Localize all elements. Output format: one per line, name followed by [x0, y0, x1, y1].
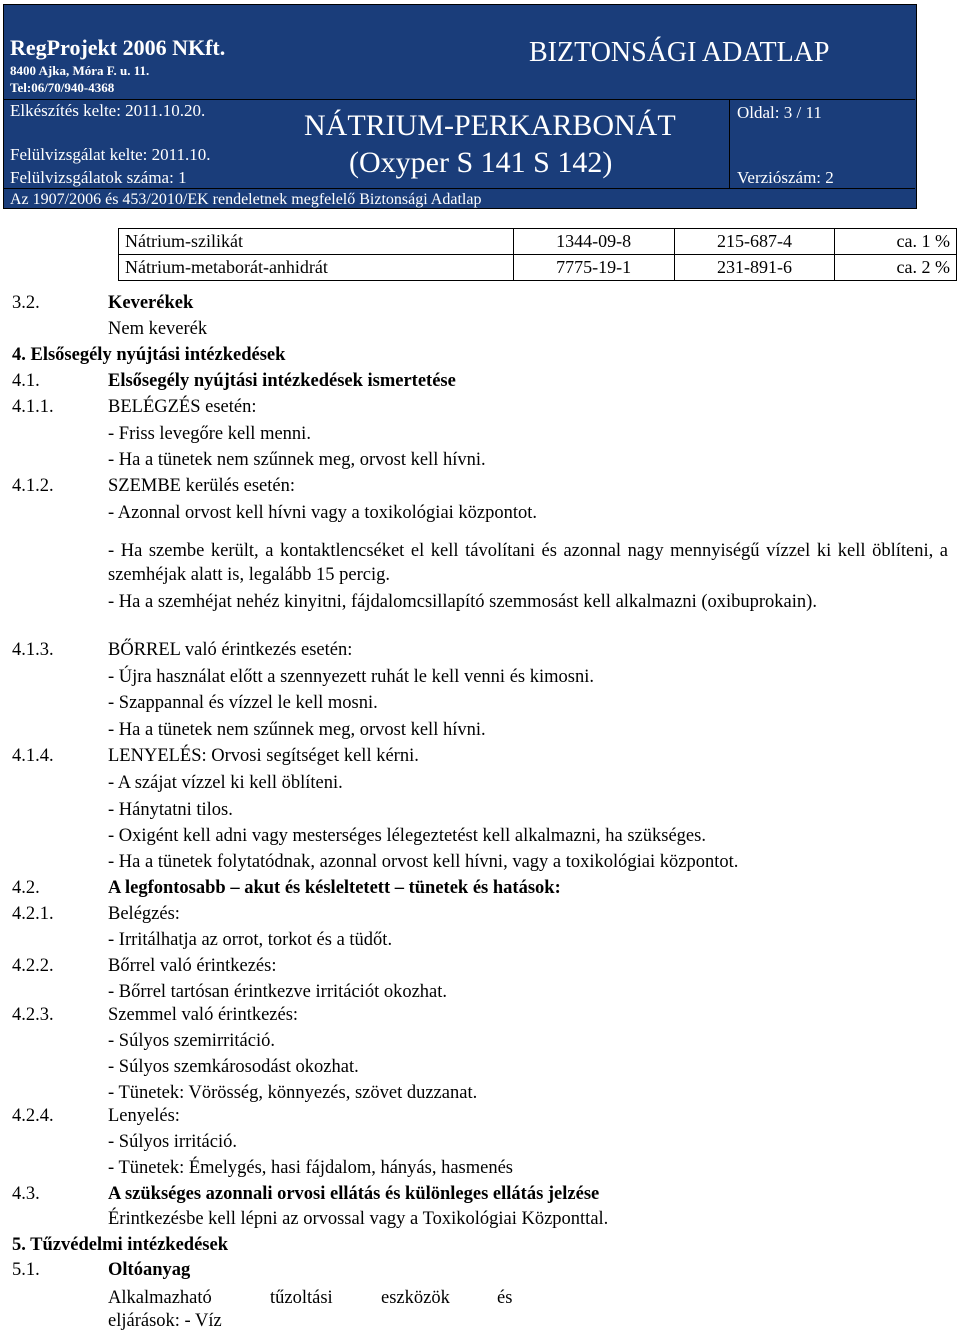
section-heading: 5. Tűzvédelmi intézkedések [12, 1235, 228, 1255]
document-header [3, 4, 917, 209]
list-item: - Azonnal orvost kell hívni vagy a toxikológiai központot. [108, 503, 538, 523]
section-number: 4.1.3. [12, 640, 54, 660]
section-number: 4.3. [12, 1184, 40, 1204]
section-title: LENYELÉS: Orvosi segítséget kell kérni. [108, 746, 419, 766]
section-number: 4.2. [12, 878, 40, 898]
section-title: Lenyelés: [108, 1106, 180, 1126]
company-address: 8400 Ajka, Móra F. u. 11. [10, 63, 150, 78]
section-title: A szükséges azonnali orvosi ellátás és különleges ellátás jelzése [108, 1184, 600, 1204]
list-item: - Hánytatni tilos. [108, 800, 233, 820]
section-number: 4.2.2. [12, 956, 54, 976]
company-phone: Tel:06/70/940-4368 [10, 80, 115, 95]
component-name: Nátrium-metaborát-anhidrát [119, 255, 514, 281]
list-item: - Ha a tünetek nem szűnnek meg, orvost kell hívni. [108, 450, 486, 470]
section-number: 4.2.1. [12, 904, 54, 924]
list-item: - Oxigént kell adni vagy mesterséges lélegeztetést kell alkalmazni, ha szükséges. [108, 826, 706, 846]
header-divider [4, 99, 915, 100]
page-number: Oldal: 3 / 11 [737, 103, 822, 122]
section-title: BELÉGZÉS esetén: [108, 397, 257, 417]
section-number: 3.2. [12, 293, 40, 313]
section-text: Nem keverék [108, 319, 208, 339]
concentration: ca. 2 % [835, 255, 957, 281]
section-number: 4.2.4. [12, 1106, 54, 1126]
section-text: eljárások: - Víz [108, 1311, 222, 1331]
list-item: - Súlyos szemirritáció. [108, 1031, 275, 1051]
section-number: 4.2.3. [12, 1005, 54, 1025]
section-number: 4.1.2. [12, 476, 54, 496]
section-title: SZEMBE kerülés esetén: [108, 476, 296, 496]
section-number: 5.1. [12, 1260, 40, 1280]
section-title: Bőrrel való érintkezés: [108, 956, 277, 976]
header-divider [729, 99, 730, 188]
section-title: Szemmel való érintkezés: [108, 1005, 299, 1025]
section-number: 4.1.1. [12, 397, 54, 417]
product-name: NÁTRIUM-PERKARBONÁT [304, 109, 676, 142]
list-item: - Irritálhatja az orrot, torkot és a tüdőt. [108, 930, 393, 950]
ec-number: 215-687-4 [674, 229, 835, 255]
company-name: RegProjekt 2006 NKft. [10, 35, 226, 60]
section-number: 4.1. [12, 371, 40, 391]
list-item: - Tünetek: Émelygés, hasi fájdalom, hányás, hasmenés [108, 1158, 514, 1178]
version-number: Verziószám: 2 [737, 168, 834, 187]
list-item: - Ha a tünetek nem szűnnek meg, orvost kell hívni. [108, 720, 486, 740]
table-row [119, 229, 957, 255]
list-item: - Bőrrel tartósan érintkezve irritációt okozhat. [108, 982, 448, 1002]
list-item: - Tünetek: Vörösség, könnyezés, szövet duzzanat. [108, 1083, 478, 1103]
cas-number: 7775-19-1 [513, 255, 674, 281]
section-text: Alkalmazható [108, 1288, 212, 1308]
concentration: ca. 1 % [835, 229, 957, 255]
list-item: - Súlyos irritáció. [108, 1132, 237, 1152]
revised-date: Felülvizsgálat kelte: 2011.10. [10, 145, 211, 164]
list-item: - Ha a tünetek folytatódnak, azonnal orvost kell hívni, vagy a toxikológiai központot. [108, 852, 739, 872]
section-title: Belégzés: [108, 904, 180, 924]
revision-count: Felülvizsgálatok száma: 1 [10, 168, 187, 187]
section-title: Keverékek [108, 293, 194, 313]
components-table [118, 228, 957, 281]
table-row [119, 255, 957, 281]
section-title: BŐRREL való érintkezés esetén: [108, 640, 353, 660]
list-paragraph: - Ha szembe került, a kontaktlencséket el kell távolítani és azonnal nagy mennyiségű vízzel ki kell öblíteni, a szemhéjak alatt is, legalább 15 percig. [108, 541, 948, 585]
document-title: BIZTONSÁGI ADATLAP [529, 37, 830, 68]
list-item: - A szájat vízzel ki kell öblíteni. [108, 773, 343, 793]
section-title: Oltóanyag [108, 1260, 191, 1280]
ec-number: 231-891-6 [674, 255, 835, 281]
list-item: - Súlyos szemkárosodást okozhat. [108, 1057, 359, 1077]
section-number: 4.1.4. [12, 746, 54, 766]
list-item: - Újra használat előtt a szennyezett ruhát le kell venni és kimosni. [108, 667, 594, 687]
product-code: (Oxyper S 141 S 142) [349, 146, 613, 179]
section-title: A legfontosabb – akut és késleltetett – tünetek és hatások: [108, 878, 561, 898]
list-item: - Friss levegőre kell menni. [108, 424, 311, 444]
cas-number: 1344-09-8 [513, 229, 674, 255]
created-date: Elkészítés kelte: 2011.10.20. [10, 101, 206, 120]
component-name: Nátrium-szilikát [119, 229, 514, 255]
section-title: Elsősegély nyújtási intézkedések ismertetése [108, 371, 456, 391]
header-divider [4, 188, 915, 189]
regulation-line: Az 1907/2006 és 453/2010/EK rendeletnek megfelelő Biztonsági Adatlap [10, 191, 482, 208]
section-text: tűzoltási [270, 1288, 333, 1308]
section-text: Érintkezésbe kell lépni az orvossal vagy a Toxikológiai Központtal. [108, 1209, 609, 1229]
list-paragraph: - Ha a szemhéjat nehéz kinyitni, fájdalomcsillapító szemmosást kell alkalmazni (oxibuprokain). [108, 592, 817, 612]
section-text: eszközök [381, 1288, 450, 1308]
list-item: - Szappannal és vízzel le kell mosni. [108, 693, 378, 713]
section-heading: 4. Elsősegély nyújtási intézkedések [12, 345, 286, 365]
section-text: és [497, 1288, 513, 1308]
